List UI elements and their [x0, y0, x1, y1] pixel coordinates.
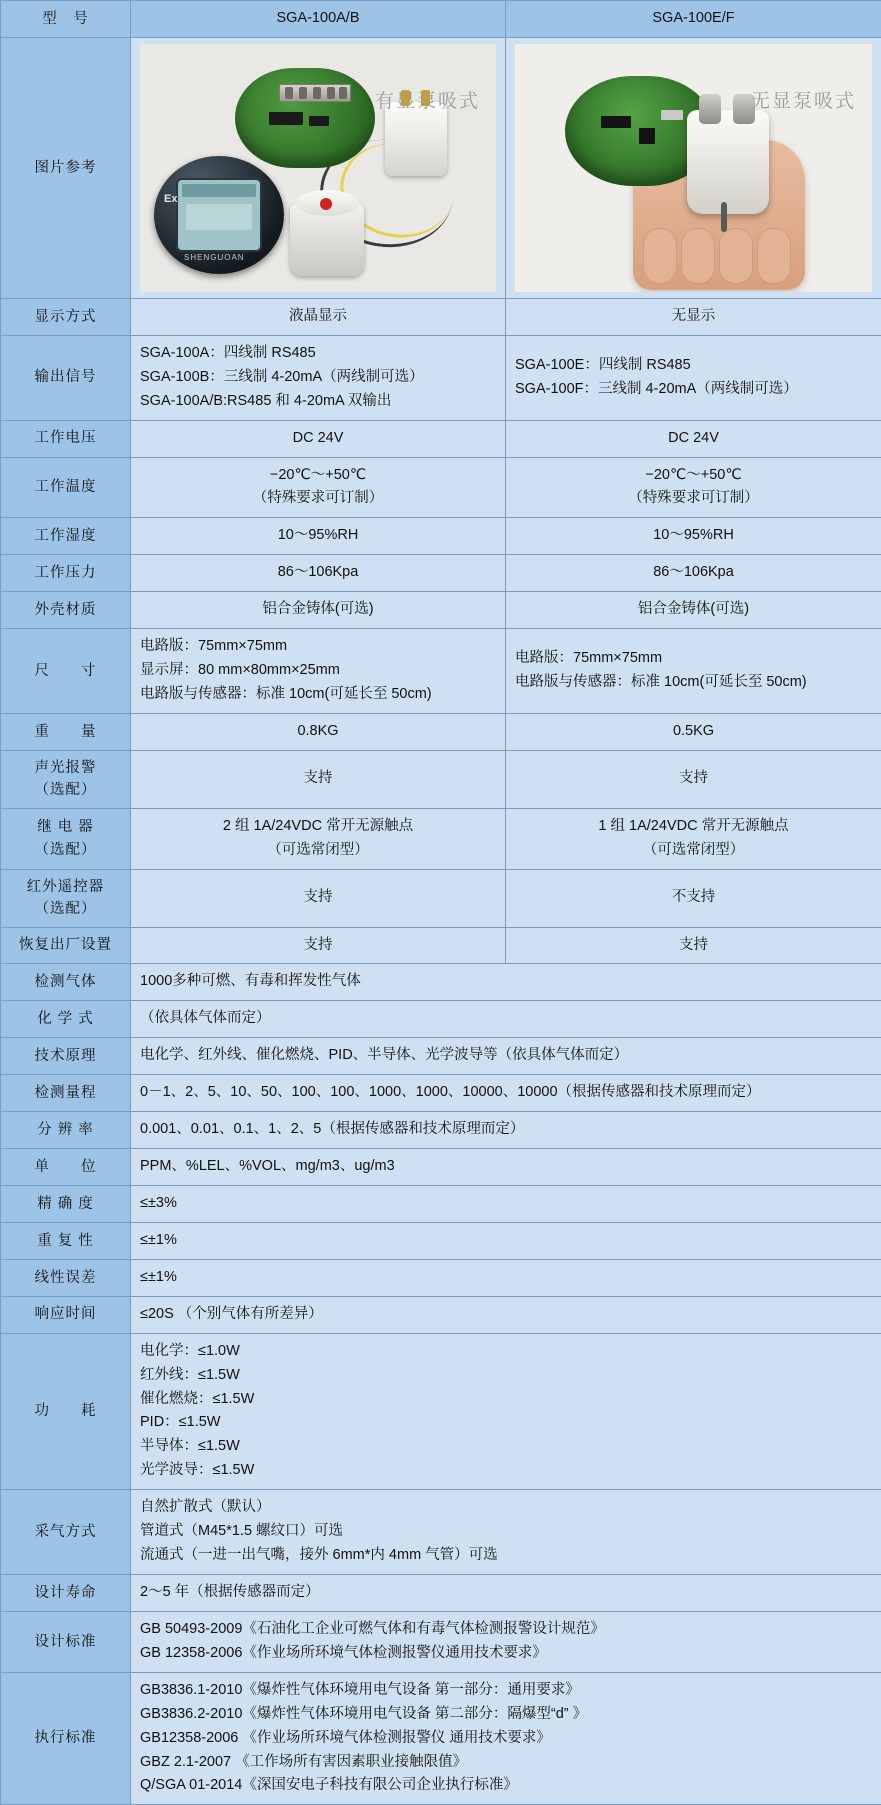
row-value: 0.8KG [131, 713, 506, 750]
row-label-line: 输出信号 [10, 366, 121, 388]
row-value: ≤±1% [131, 1222, 881, 1259]
row-value-line: −20℃～+50℃ [140, 464, 496, 488]
row-value-line: SGA-100E：四线制 RS485 [515, 354, 872, 378]
row-value [131, 1333, 881, 1490]
row-label-line: （选配） [10, 839, 121, 861]
row-value-line: GB3836.1-2010《爆炸性气体环境用电气设备 第一部分：通用要求》 [140, 1679, 872, 1703]
row-label-line: 声光报警 [10, 757, 121, 779]
row-value-line: 自然扩散式（默认） [140, 1496, 872, 1520]
row-value: 铝合金铸体(可选) [506, 592, 881, 629]
row-value [131, 1672, 881, 1805]
terminal-block [279, 84, 351, 102]
row-value: 10～95%RH [131, 518, 506, 555]
row-value [131, 629, 506, 714]
table-row [1, 1112, 881, 1149]
row-value-line: 电路版与传感器：标准 10cm(可延长至 50cm) [515, 671, 872, 695]
lcd-screen [176, 178, 262, 252]
row-value-line: SGA-100A：四线制 RS485 [140, 342, 496, 366]
row-value: 0.5KG [506, 713, 881, 750]
row-label-28 [1, 1611, 131, 1672]
row-value [506, 808, 881, 869]
red-indicator-icon [320, 198, 332, 210]
row-value: 无显示 [506, 298, 881, 335]
row-value: 86～106Kpa [506, 555, 881, 592]
row-label-6 [1, 518, 131, 555]
table-row [1, 1574, 881, 1611]
row-value: DC 24V [506, 420, 881, 457]
row-label-line: 工作压力 [10, 562, 121, 584]
table-row [1, 1038, 881, 1075]
row-value-line: GB3836.2-2010《爆炸性气体环境用电气设备 第二部分：隔爆型“d” 》 [140, 1703, 872, 1727]
row-label-7 [1, 555, 131, 592]
row-label-25 [1, 1333, 131, 1490]
sensor-probe [687, 110, 769, 214]
row-value-line: （可选常闭型） [515, 839, 872, 863]
row-label-line: 检测量程 [10, 1082, 121, 1104]
row-label-line: （选配） [10, 779, 121, 801]
row-label-line: 化 学 式 [10, 1008, 121, 1030]
row-value: ≤20S （个别气体有所差异） [131, 1296, 881, 1333]
row-value-line: （特殊要求可订制） [140, 487, 496, 511]
row-value-line: 管道式（M45*1.5 螺纹口）可选 [140, 1520, 872, 1544]
row-value-line: 流通式（一进一出气嘴，接外 6mm*内 4mm 气管）可选 [140, 1544, 872, 1568]
row-label-23 [1, 1259, 131, 1296]
row-value-line: 光学波导：≤1.5W [140, 1459, 872, 1483]
row-value: （依具体气体而定） [131, 1001, 881, 1038]
table-row [1, 420, 881, 457]
row-label-line: 响应时间 [10, 1303, 121, 1325]
table-row [1, 592, 881, 629]
row-label-line: 分 辨 率 [10, 1119, 121, 1141]
table-row [1, 1611, 881, 1672]
row-value: 支持 [131, 869, 506, 927]
row-label-line: 恢复出厂设置 [10, 934, 121, 956]
row-value-line: GB12358-2006 《作业场所环境气体检测报警仪 通用技术要求》 [140, 1727, 872, 1751]
row-label-17 [1, 1038, 131, 1075]
row-value [131, 335, 506, 420]
row-value-line: （特殊要求可订制） [515, 487, 872, 511]
row-value-line: 1 组 1A/24VDC 常开无源触点 [515, 815, 872, 839]
row-value-line: SGA-100B：三线制 4-20mA（两线制可选） [140, 366, 496, 390]
row-value [506, 629, 881, 714]
model-header-a: SGA-100A/B [131, 1, 506, 38]
row-label-line: （选配） [10, 898, 121, 920]
row-label-15 [1, 964, 131, 1001]
row-label-line: 单 位 [10, 1156, 121, 1178]
brand-mark: SHENGUOAN [184, 251, 245, 264]
row-label-line: 红外遥控器 [10, 876, 121, 898]
row-value: DC 24V [131, 420, 506, 457]
row-label-line: 显示方式 [10, 306, 121, 328]
row-label-16 [1, 1001, 131, 1038]
table-row [1, 335, 881, 420]
model-header-b: SGA-100E/F [506, 1, 881, 38]
spec-table-body [1, 1, 881, 1805]
row-value-line: 2 组 1A/24VDC 常开无源触点 [140, 815, 496, 839]
table-row [1, 1186, 881, 1223]
row-value: ≤±1% [131, 1259, 881, 1296]
table-row [1, 1001, 881, 1038]
product-photo-a [131, 37, 506, 298]
table-row [1, 1490, 881, 1575]
row-value: ≤±3% [131, 1186, 881, 1223]
row-label-14 [1, 927, 131, 964]
row-label-line: 线性误差 [10, 1267, 121, 1289]
row-value: 10～95%RH [506, 518, 881, 555]
row-value-line: GB 50493-2009《石油化工企业可燃气体和有毒气体检测报警设计规范》 [140, 1618, 872, 1642]
row-value-line: 电路版：75mm×75mm [515, 647, 872, 671]
row-label-line: 精 确 度 [10, 1193, 121, 1215]
row-label-line: 采气方式 [10, 1521, 121, 1543]
row-label-line: 图片参考 [10, 157, 121, 179]
row-value-line: 电路版：75mm×75mm [140, 635, 496, 659]
ex-mark: Ex [164, 190, 177, 208]
table-row [1, 808, 881, 869]
table-row [1, 555, 881, 592]
row-value: 1000多种可燃、有毒和挥发性气体 [131, 964, 881, 1001]
row-value [506, 335, 881, 420]
table-row [1, 1222, 881, 1259]
row-label-27 [1, 1574, 131, 1611]
row-label-line: 技术原理 [10, 1045, 121, 1067]
row-value-line: 显示屏：80 mm×80mm×25mm [140, 659, 496, 683]
row-label-line: 外壳材质 [10, 599, 121, 621]
row-label-line: 继 电 器 [10, 816, 121, 838]
row-label-12 [1, 808, 131, 869]
row-value: 支持 [506, 927, 881, 964]
row-label-9 [1, 629, 131, 714]
row-value [131, 1611, 881, 1672]
row-value-line: 催化燃烧：≤1.5W [140, 1388, 872, 1412]
row-value [131, 1490, 881, 1575]
photo-canvas-b [515, 44, 872, 292]
chip [661, 110, 683, 120]
table-row [1, 964, 881, 1001]
row-label-line: 型 号 [10, 8, 121, 30]
row-label-11 [1, 750, 131, 808]
row-label-line: 工作温度 [10, 476, 121, 498]
chip [639, 128, 655, 144]
row-value: 支持 [131, 750, 506, 808]
row-value [506, 457, 881, 518]
row-value: 86～106Kpa [131, 555, 506, 592]
table-row [1, 457, 881, 518]
row-label-29 [1, 1672, 131, 1805]
row-value-line: （可选常闭型） [140, 839, 496, 863]
row-label-line: 尺 寸 [10, 660, 121, 682]
row-label-line: 执行标准 [10, 1727, 121, 1749]
row-label-4 [1, 420, 131, 457]
row-value-line: PID：≤1.5W [140, 1411, 872, 1435]
row-label-26 [1, 1490, 131, 1575]
row-value-line: 电化学：≤1.0W [140, 1340, 872, 1364]
sensor-probe [290, 204, 364, 276]
table-row [1, 298, 881, 335]
row-value: 2～5 年（根据传感器而定） [131, 1574, 881, 1611]
row-label-line: 重 复 性 [10, 1230, 121, 1252]
display-meter [154, 156, 284, 274]
row-value-line: 红外线：≤1.5W [140, 1364, 872, 1388]
row-value: 0.001、0.01、0.1、1、2、5（根据传感器和技术原理而定） [131, 1112, 881, 1149]
table-row [1, 927, 881, 964]
row-label-13 [1, 869, 131, 927]
row-label-22 [1, 1222, 131, 1259]
product-photo-b [506, 37, 881, 298]
row-label-line: 设计标准 [10, 1631, 121, 1653]
row-value-line: 电路版与传感器：标准 10cm(可延长至 50cm) [140, 683, 496, 707]
row-label-5 [1, 457, 131, 518]
chip [269, 112, 303, 125]
row-value: 铝合金铸体(可选) [131, 592, 506, 629]
row-label-0 [1, 1, 131, 38]
row-value-line: Q/SGA 01-2014《深国安电子科技有限公司企业执行标准》 [140, 1774, 872, 1798]
table-row [1, 1333, 881, 1490]
row-value: 电化学、红外线、催化燃烧、PID、半导体、光学波导等（依具体气体而定） [131, 1038, 881, 1075]
row-label-line: 工作湿度 [10, 525, 121, 547]
table-row [1, 1259, 881, 1296]
photo-canvas-a [140, 44, 496, 292]
row-label-2 [1, 298, 131, 335]
row-value-line: GBZ 2.1-2007 《工作场所有害因素职业接触限值》 [140, 1751, 872, 1775]
table-row [1, 37, 881, 298]
row-value: PPM、%LEL、%VOL、mg/m3、ug/m3 [131, 1149, 881, 1186]
table-row [1, 1296, 881, 1333]
table-row [1, 1149, 881, 1186]
table-row [1, 1075, 881, 1112]
row-value: 0－1、2、5、10、50、100、100、1000、1000、10000、10000（根据传感器和技术原理而定） [131, 1075, 881, 1112]
row-value: 支持 [131, 927, 506, 964]
row-label-19 [1, 1112, 131, 1149]
row-value-line: −20℃～+50℃ [515, 464, 872, 488]
row-value [131, 808, 506, 869]
row-value: 液晶显示 [131, 298, 506, 335]
row-value-line: SGA-100F：三线制 4-20mA（两线制可选） [515, 378, 872, 402]
row-value-line: GB 12358-2006《作业场所环境气体检测报警仪通用技术要求》 [140, 1642, 872, 1666]
row-label-line: 检测气体 [10, 971, 121, 993]
row-label-1 [1, 37, 131, 298]
row-label-20 [1, 1149, 131, 1186]
row-label-8 [1, 592, 131, 629]
table-row [1, 1672, 881, 1805]
row-value: 不支持 [506, 869, 881, 927]
row-label-10 [1, 713, 131, 750]
circuit-board-icon [235, 68, 375, 168]
row-label-24 [1, 1296, 131, 1333]
row-label-21 [1, 1186, 131, 1223]
row-label-line: 功 耗 [10, 1400, 121, 1422]
row-label-3 [1, 335, 131, 420]
row-label-line: 重 量 [10, 721, 121, 743]
row-label-18 [1, 1075, 131, 1112]
table-row [1, 750, 881, 808]
chip [601, 116, 631, 128]
row-value-line: SGA-100A/B:RS485 和 4-20mA 双输出 [140, 390, 496, 414]
table-row [1, 629, 881, 714]
table-row [1, 1, 881, 38]
photo-caption-b: 无显泵吸式 [751, 86, 856, 117]
row-value [131, 457, 506, 518]
row-label-line: 工作电压 [10, 427, 121, 449]
table-row [1, 518, 881, 555]
chip [309, 116, 329, 126]
photo-caption-a: 有显泵吸式 [375, 86, 480, 117]
table-row [1, 713, 881, 750]
row-value-line: 半导体：≤1.5W [140, 1435, 872, 1459]
row-label-line: 设计寿命 [10, 1582, 121, 1604]
row-value: 支持 [506, 750, 881, 808]
table-row [1, 869, 881, 927]
